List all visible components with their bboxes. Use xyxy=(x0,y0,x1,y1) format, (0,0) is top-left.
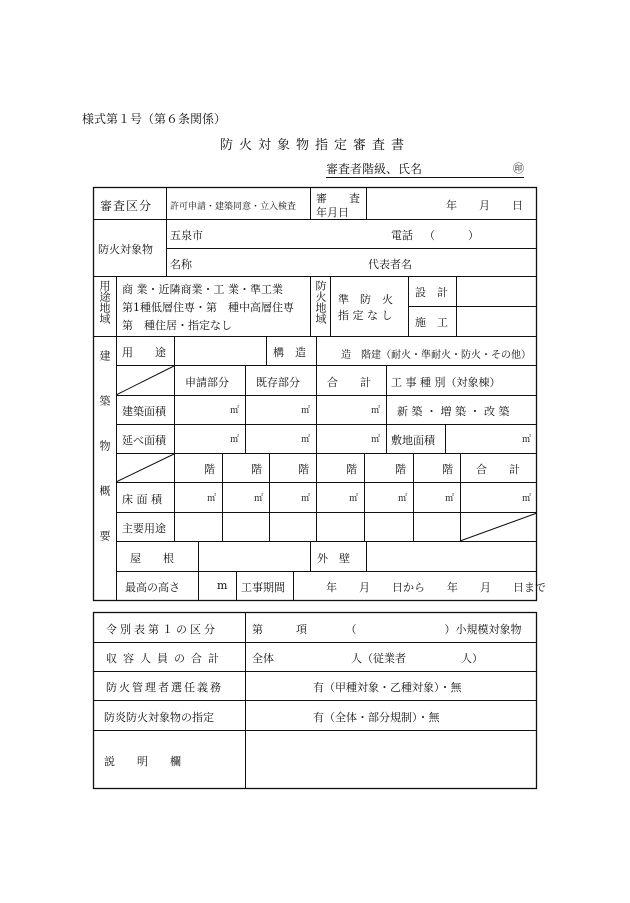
m2-unit: ㎡ xyxy=(301,406,311,416)
kozo-label: 構 造 xyxy=(273,346,306,359)
name-label: 名称 xyxy=(170,258,192,271)
m2-unit: ㎡ xyxy=(230,435,240,445)
fire-zone-option2[interactable]: 指 定 な し xyxy=(338,309,393,322)
nobe-menseki-label: 延べ面積 xyxy=(122,434,166,447)
shinsa-kubun-label: 審査区分 xyxy=(100,199,153,213)
shikichi-label: 敷地面積 xyxy=(391,434,435,447)
zone-options-line2[interactable]: 第1種低層住専・第 種中高層住専 xyxy=(122,301,294,314)
m2-unit: ㎡ xyxy=(522,494,532,504)
kai-header: 階 xyxy=(204,463,215,476)
row2-value[interactable]: 全体 人（従業者 人） xyxy=(252,652,483,665)
row2-label: 収容人員の合計 xyxy=(106,652,225,665)
phone-label: 電話 xyxy=(391,229,413,242)
row1-label: 令別表第１の区分 xyxy=(106,623,218,636)
review-date-field[interactable]: 年 月 日 xyxy=(446,199,523,212)
city-label: 五泉市 xyxy=(170,229,203,242)
m2-unit: ㎡ xyxy=(445,494,455,504)
youto-chiiki-label: 用途地域 xyxy=(98,280,111,324)
row3-value[interactable]: 有（甲種対象・乙種対象）・無 xyxy=(313,681,462,694)
row4-value[interactable]: 有（全体・部分規制）・無 xyxy=(313,711,440,724)
koji-shubetsu-header: 工 事 種 別（対象棟） xyxy=(391,376,501,389)
document-title: 防火対象物指定審査書 xyxy=(219,138,410,153)
row5-label: 説 明 欄 xyxy=(104,755,181,768)
kai-header: 階 xyxy=(442,463,453,476)
kison-header: 既存部分 xyxy=(256,376,300,389)
kai-header: 階 xyxy=(395,463,406,476)
m-unit: m xyxy=(217,579,228,592)
shinsei-header: 申請部分 xyxy=(185,376,229,389)
m2-unit: ㎡ xyxy=(254,494,264,504)
koji-kikan-field[interactable]: 年 月 日から 年 月 日まで xyxy=(326,581,546,594)
yane-label: 屋 根 xyxy=(130,552,174,565)
sekkei-label: 設 計 xyxy=(415,286,448,299)
goukei-header: 合 計 xyxy=(327,376,371,389)
explanation-field[interactable] xyxy=(246,731,536,788)
zone-options-line1[interactable]: 商 業・近隣商業・工 業・準工業 xyxy=(122,283,283,296)
m2-unit: ㎡ xyxy=(371,435,381,445)
kai-header: 階 xyxy=(298,463,309,476)
kai-header: 階 xyxy=(346,463,357,476)
fire-zone-option1[interactable]: 準 防 火 xyxy=(338,293,393,306)
kozo-value[interactable]: 造 階建（耐火・準耐火・防火・その他） xyxy=(341,350,531,361)
reviewer-label: 審査者階級、氏名 xyxy=(326,162,423,176)
seko-label: 施 工 xyxy=(415,316,448,329)
yuka-menseki-label: 床 面 積 xyxy=(122,493,162,506)
youto-label: 用 途 xyxy=(122,346,166,359)
koji-types[interactable]: 新 築 ・ 増 築 ・ 改 築 xyxy=(397,405,510,418)
m2-unit: ㎡ xyxy=(349,494,359,504)
row3-label: 防火管理者選任義務 xyxy=(106,681,223,694)
rep-label: 代表者名 xyxy=(368,258,412,271)
kubun-options[interactable]: 許可申請・建築同意・立入検査 xyxy=(170,202,297,212)
zone-options-line3[interactable]: 第 種住居・指定なし xyxy=(122,319,232,332)
row4-label: 防炎防火対象物の指定 xyxy=(104,711,214,724)
m2-unit: ㎡ xyxy=(207,494,217,504)
m2-unit: ㎡ xyxy=(230,406,240,416)
kenchiku-menseki-label: 建築面積 xyxy=(122,405,166,418)
m2-unit: ㎡ xyxy=(301,494,311,504)
m2-unit: ㎡ xyxy=(371,406,381,416)
kenchiku-gaiyo-label: 建築物概要 xyxy=(98,350,111,575)
form-number: 様式第１号（第６条関係） xyxy=(82,112,227,126)
m2-unit: ㎡ xyxy=(522,435,532,445)
shinsa-label: 審 査 xyxy=(316,192,360,205)
koji-kikan-label: 工事期間 xyxy=(241,581,285,594)
gaiheki-label: 外 壁 xyxy=(317,552,350,565)
kai-header: 階 xyxy=(251,463,262,476)
seal-mark: ㊞ xyxy=(513,162,524,175)
nengappi-label: 年月日 xyxy=(316,206,349,219)
boka-chiiki-label: 防火地域 xyxy=(314,280,327,324)
phone-field[interactable]: （ ） xyxy=(424,229,479,242)
m2-unit: ㎡ xyxy=(398,494,408,504)
saiko-label: 最高の高さ xyxy=(125,581,180,594)
m2-unit: ㎡ xyxy=(301,435,311,445)
target-label: 防火対象物 xyxy=(98,243,153,256)
row1-value[interactable]: 第 項 （ ）小規模対象物 xyxy=(252,623,522,636)
shuyo-youto-label: 主要用途 xyxy=(122,522,166,535)
goukei2-header: 合 計 xyxy=(476,463,520,476)
